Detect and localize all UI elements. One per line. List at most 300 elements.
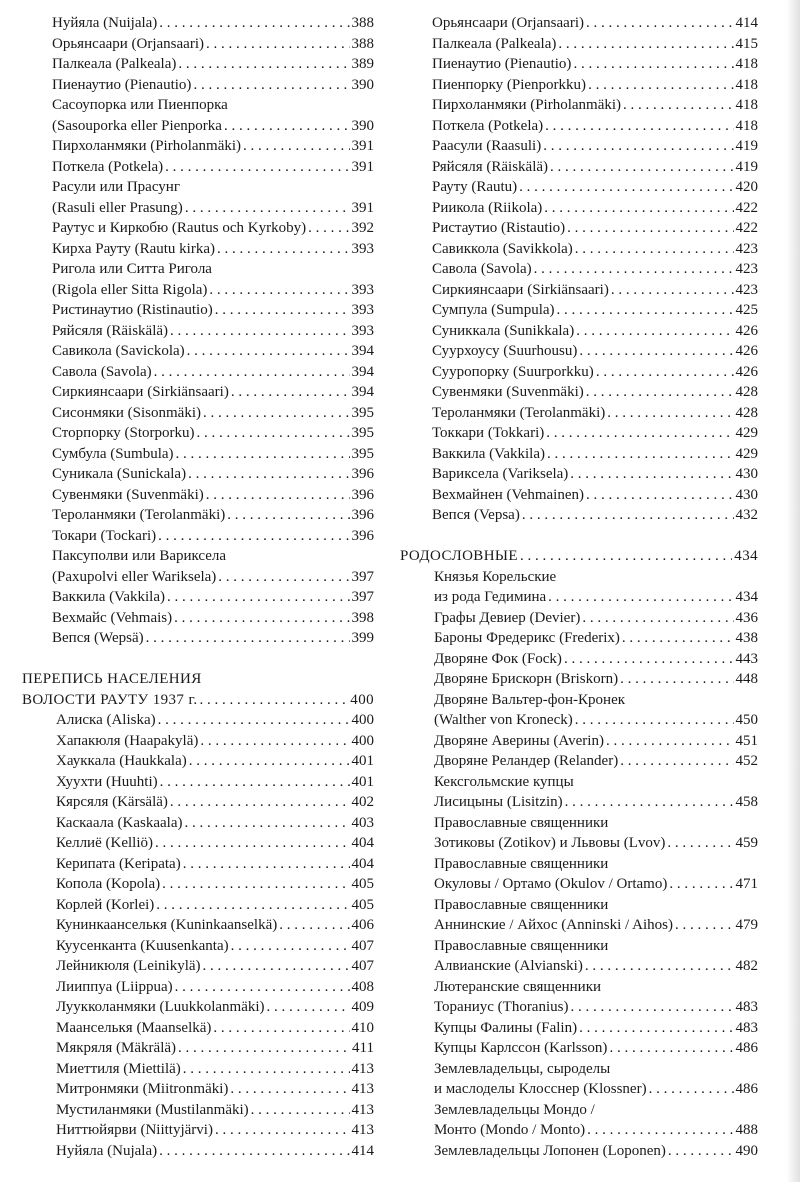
toc-entry: [22, 300, 374, 321]
toc-entry-title: РОДОСЛОВНЫЕ: [400, 548, 518, 564]
toc-entry: [400, 116, 758, 137]
toc-entry: [22, 977, 374, 998]
toc-entry: [400, 690, 758, 711]
toc-dot-leader: [199, 690, 348, 711]
toc-entry-title: Сасоупорка или Пиенпорка: [52, 97, 228, 113]
toc-dot-leader: [224, 116, 350, 137]
toc-page-number: 398: [351, 609, 374, 626]
toc-entry-title: ВОЛОСТИ РАУТУ 1937 г.: [22, 691, 198, 708]
toc-entry: [400, 341, 758, 362]
toc-dot-leader: [519, 177, 733, 198]
toc-entry: [400, 177, 758, 198]
toc-page-number: 396: [351, 527, 374, 544]
toc-entry: [22, 854, 374, 875]
toc-entry-title: Нуйяла (Nuijala): [52, 15, 158, 31]
toc-entry-title: Лииппуа (Liippua): [56, 978, 173, 995]
scan-edge-shadow: [786, 0, 800, 1182]
toc-page-number: 405: [351, 876, 374, 892]
toc-page-number: 401: [351, 773, 374, 790]
toc-entry-title: Токкари (Tokkari): [432, 425, 545, 441]
toc-entry-title: Ригола или Ситта Ригола: [52, 261, 212, 277]
toc-entry: [22, 157, 374, 178]
toc-entry-title: Суникала (Sunickala): [52, 466, 187, 482]
toc-entry: [400, 362, 758, 383]
toc-dot-leader: [206, 485, 350, 506]
toc-entry: [22, 915, 374, 936]
toc-entry: [400, 280, 758, 301]
toc-dot-leader: [573, 54, 733, 75]
toc-entry-title: Лейникюля (Leinikylä): [56, 958, 201, 974]
toc-entry-title: Сумбула (Sumbula): [52, 445, 174, 462]
toc-section-heading: [22, 669, 374, 690]
toc-entry: [22, 444, 374, 465]
toc-entry: [22, 628, 374, 649]
toc-entry-title: и маслоделы Клосснер (Klossner): [434, 1081, 647, 1097]
toc-page-number: 402: [351, 794, 374, 810]
toc-page-number: 390: [351, 117, 374, 134]
toc-dot-leader: [546, 423, 733, 444]
toc-page-number: 418: [735, 117, 758, 134]
toc-spacer: [400, 526, 758, 547]
toc-entry-title: Ваккила (Vakkila): [52, 589, 165, 605]
toc-page-number: 436: [735, 609, 758, 626]
toc-entry-title: Зотиковы (Zotikov) и Львовы (Lvov): [434, 835, 666, 851]
toc-entry-title: Поткела (Potkela): [432, 117, 544, 134]
toc-dot-leader: [548, 587, 733, 608]
toc-dot-leader: [547, 444, 734, 465]
toc-entry: [400, 813, 758, 834]
toc-entry: [22, 218, 374, 239]
toc-entry-title: Хауккала (Haukkala): [56, 753, 187, 769]
toc-entry: [22, 833, 374, 854]
toc-dot-leader: [620, 751, 733, 772]
toc-entry: [400, 956, 758, 977]
toc-entry: [22, 362, 374, 383]
toc-entry-title: Ристаутио (Ristautio): [432, 220, 566, 236]
toc-entry: [22, 341, 374, 362]
toc-page-number: 391: [351, 158, 374, 175]
toc-entry: [22, 710, 374, 731]
toc-page-number: 458: [735, 794, 758, 810]
toc-dot-leader: [575, 710, 734, 731]
toc-page-number: 394: [351, 384, 374, 400]
toc-dot-leader: [587, 1120, 733, 1141]
toc-dot-leader: [158, 526, 349, 547]
toc-dot-leader: [175, 977, 350, 998]
toc-entry-title: (Rigola eller Sitta Rigola): [52, 281, 208, 298]
toc-entry: [400, 977, 758, 998]
toc-page-number: 392: [351, 220, 374, 236]
toc-dot-leader: [308, 218, 349, 239]
toc-section-heading: [22, 690, 374, 711]
toc-entry: [400, 608, 758, 629]
toc-entry: [22, 936, 374, 957]
toc-dot-leader: [227, 505, 349, 526]
toc-entry-title: Савикола (Savickola): [52, 343, 185, 359]
toc-entry-title: Корлей (Korlei): [56, 896, 155, 913]
toc-entry-title: Палкеала (Palkeala): [52, 56, 177, 72]
toc-page-number: 391: [351, 138, 374, 154]
toc-entry: [400, 854, 758, 875]
toc-entry-title: Алвианские (Alvianski): [434, 958, 583, 974]
toc-entry: [400, 587, 758, 608]
toc-entry: [400, 1120, 758, 1141]
toc-entry-title: Куусенканта (Kuusenkanta): [56, 937, 229, 954]
toc-dot-leader: [170, 792, 350, 813]
toc-entry: [22, 464, 374, 485]
toc-entry: [400, 1079, 758, 1100]
toc-entry: [22, 874, 374, 895]
toc-dot-leader: [251, 1100, 350, 1121]
toc-page-number: 426: [735, 363, 758, 380]
toc-entry-title: Каскаала (Kaskaala): [56, 814, 183, 831]
toc-page-number: 393: [351, 322, 374, 339]
toc-entry-title: Сисонмяки (Sisonmäki): [52, 404, 202, 421]
toc-dot-leader: [565, 792, 734, 813]
toc-page-number: 428: [735, 384, 758, 400]
toc-page-number: 483: [735, 1019, 758, 1036]
toc-entry: [22, 54, 374, 75]
toc-dot-leader: [165, 157, 349, 178]
toc-dot-leader: [545, 116, 733, 137]
toc-page-number: 413: [351, 1101, 374, 1118]
toc-entry-title: Ряйсяля (Räiskälä): [432, 158, 549, 175]
toc-entry: [400, 136, 758, 157]
toc-entry-title: Митронмяки (Miitronmäki): [56, 1081, 229, 1097]
toc-page-number: 429: [735, 425, 758, 441]
toc-page-number: 396: [351, 486, 374, 503]
toc-entry-title: Землевладельцы, сыроделы: [434, 1060, 611, 1077]
toc-entry-title: Хапакюля (Haapakylä): [56, 732, 199, 749]
toc-entry-title: Сиркиянсаари (Sirkiänsaari): [432, 281, 609, 298]
toc-dot-leader: [156, 895, 349, 916]
toc-entry-title: Раасули (Raasuli): [432, 138, 542, 154]
toc-entry: [400, 198, 758, 219]
toc-entry-title: Рауту (Rautu): [432, 179, 518, 195]
toc-entry: [400, 669, 758, 690]
toc-entry-title: Ристинаутио (Ristinautio): [52, 302, 213, 318]
toc-page-number: 388: [351, 15, 374, 31]
toc-entry: [22, 731, 374, 752]
toc-page-number: 448: [735, 671, 758, 687]
toc-entry-title: Кексгольмские купцы: [434, 773, 574, 790]
toc-entry-title: Суниккала (Sunikkala): [432, 322, 575, 339]
toc-entry-title: Маанселькя (Maanselkä): [56, 1019, 212, 1036]
toc-page-number: 415: [735, 35, 758, 52]
toc-entry: [22, 239, 374, 260]
toc-entry-title: Сторпорку (Storporku): [52, 425, 195, 441]
toc-entry-title: Тораниус (Thoranius): [434, 999, 569, 1015]
toc-entry: [22, 485, 374, 506]
toc-page-number: 404: [351, 855, 374, 872]
toc-entry-title: Лютеранские священники: [434, 978, 602, 995]
toc-entry-title: Савола (Savola): [432, 261, 532, 277]
toc-entry-title: Православные священники: [434, 855, 609, 872]
toc-entry: [400, 300, 758, 321]
toc-page-number: 407: [351, 958, 374, 974]
toc-dot-leader: [579, 1018, 733, 1039]
toc-page-number: 419: [735, 158, 758, 175]
toc-entry-title: Пирхоланмяки (Pirholanmäki): [52, 138, 242, 154]
toc-entry-title: Орьянсаари (Orjansaari): [52, 35, 204, 52]
toc-page-number: 391: [351, 199, 374, 216]
toc-entry: [22, 997, 374, 1018]
toc-page-number: 397: [351, 589, 374, 605]
toc-page-number: 397: [351, 568, 374, 585]
toc-entry: [400, 423, 758, 444]
toc-entry: [22, 34, 374, 55]
toc-page-number: 400: [350, 691, 374, 708]
toc-entry: [22, 1079, 374, 1100]
toc-entry-title: Тероланмяки (Terolanmäki): [432, 404, 606, 421]
toc-entry-title: Мякряля (Mäkrälä): [56, 1040, 177, 1056]
toc-page-number: 395: [351, 445, 374, 462]
toc-entry-title: Мустиланмяки (Mustilanmäki): [56, 1101, 249, 1118]
toc-page-number: 471: [735, 876, 758, 892]
toc-dot-leader: [649, 1079, 734, 1100]
toc-page-number: 393: [351, 302, 374, 318]
toc-entry-title: Вепся (Vepsa): [432, 507, 520, 523]
toc-dot-leader: [178, 54, 349, 75]
toc-entry-title: Дворяне Вальтер-фон-Кронек: [434, 691, 626, 708]
toc-entry-title: Купцы Карлссон (Karlsson): [434, 1040, 608, 1056]
toc-dot-leader: [158, 710, 350, 731]
toc-entry: [22, 423, 374, 444]
toc-dot-leader: [669, 874, 733, 895]
toc-page-number: 425: [735, 302, 758, 318]
toc-entry: [400, 915, 758, 936]
toc-entry-title: Окуловы / Ортамо (Okulov / Ortamo): [434, 876, 668, 892]
toc-entry-title: Православные священники: [434, 896, 609, 913]
toc-entry-title: Сууропорку (Suurporkku): [432, 363, 594, 380]
toc-page-number: 408: [351, 978, 374, 995]
toc-dot-leader: [582, 608, 733, 629]
toc-entry-title: из рода Гедимина: [434, 589, 547, 605]
toc-page-number: 459: [735, 835, 758, 851]
toc-page-number: 414: [351, 1142, 374, 1159]
toc-entry: [22, 1059, 374, 1080]
toc-entry: [400, 239, 758, 260]
toc-dot-leader: [184, 813, 349, 834]
toc-page-number: 390: [351, 76, 374, 93]
toc-page-number: 486: [735, 1081, 758, 1097]
toc-dot-leader: [668, 1141, 734, 1162]
toc-entry: [22, 116, 374, 137]
toc-page-number: 430: [735, 486, 758, 503]
toc-entry-title: Ниттюйярви (Niittyjärvi): [56, 1122, 213, 1138]
toc-dot-leader: [231, 936, 350, 957]
toc-dot-leader: [667, 833, 733, 854]
toc-dot-leader: [176, 444, 350, 465]
toc-page-number: 404: [351, 835, 374, 851]
toc-entry: [22, 177, 374, 198]
toc-entry-title: Дворяне Брискорн (Briskorn): [434, 671, 619, 687]
toc-page-number: 429: [735, 445, 758, 462]
toc-entry: [22, 895, 374, 916]
toc-entry-title: Кярсяля (Kärsälä): [56, 794, 168, 810]
toc-entry: [22, 1120, 374, 1141]
toc-dot-leader: [213, 1018, 349, 1039]
toc-entry-title: Землевладельцы Мондо /: [434, 1101, 595, 1118]
toc-page-number: 452: [735, 753, 758, 769]
toc-page-number: 414: [735, 15, 758, 31]
toc-entry: [400, 485, 758, 506]
toc-entry-title: Сиркиянсаари (Sirkiänsaari): [52, 384, 229, 400]
toc-dot-leader: [189, 751, 350, 772]
toc-dot-leader: [215, 300, 350, 321]
toc-dot-leader: [178, 1038, 350, 1059]
toc-entry: [400, 1018, 758, 1039]
toc-entry-title: Лисицыны (Lisitzin): [434, 794, 563, 810]
toc-entry-title: Токари (Tockari): [52, 527, 157, 544]
toc-page-number: 432: [735, 507, 758, 523]
toc-page-number: 418: [735, 76, 758, 93]
toc-entry: [400, 218, 758, 239]
toc-dot-leader: [585, 956, 734, 977]
toc-entry: [400, 710, 758, 731]
toc-entry: [22, 321, 374, 342]
toc-page-number: 418: [735, 56, 758, 72]
toc-entry: [400, 259, 758, 280]
toc-entry: [400, 792, 758, 813]
toc-dot-leader: [154, 362, 350, 383]
toc-page-number: 422: [735, 220, 758, 236]
toc-entry: [22, 772, 374, 793]
toc-entry-title: Православные священники: [434, 937, 609, 954]
toc-entry-title: Сувенмяки (Suvenmäki): [52, 486, 204, 503]
toc-page-number: 486: [735, 1040, 758, 1056]
toc-column-right: [400, 13, 758, 1161]
toc-entry: [400, 1038, 758, 1059]
toc-entry: [400, 936, 758, 957]
toc-entry-title: Луукколанмяки (Luukkolanmäki): [56, 999, 265, 1015]
toc-section-heading: [400, 546, 758, 567]
toc-entry-title: Хуухти (Huuhti): [56, 773, 158, 790]
toc-entry: [400, 1141, 758, 1162]
toc-dot-leader: [146, 628, 350, 649]
toc-dot-leader: [557, 300, 734, 321]
toc-page-number: 396: [351, 466, 374, 482]
toc-page-number: 423: [735, 261, 758, 277]
toc-entry: [400, 321, 758, 342]
toc-entry-title: Тероланмяки (Terolanmäki): [52, 507, 226, 523]
toc-dot-leader: [558, 34, 733, 55]
toc-page-number: 400: [351, 732, 374, 749]
toc-entry-title: Пирхоланмяки (Pirholanmäki): [432, 97, 622, 113]
toc-dot-leader: [570, 464, 733, 485]
toc-entry-title: Поткела (Potkela): [52, 158, 164, 175]
toc-page-number: 405: [351, 896, 374, 913]
toc-dot-leader: [606, 731, 734, 752]
toc-entry: [22, 198, 374, 219]
toc-entry-title: Пиенаутио (Pienautio): [52, 76, 192, 93]
toc-page-number: 426: [735, 322, 758, 339]
toc-column-left: [22, 13, 374, 1161]
toc-entry: [22, 136, 374, 157]
toc-page-number: 426: [735, 343, 758, 359]
toc-entry-title: Князья Корельские: [434, 568, 557, 585]
toc-dot-leader: [203, 403, 349, 424]
toc-page-number: 410: [351, 1019, 374, 1036]
toc-entry-title: Бароны Фредерикс (Frederix): [434, 630, 620, 646]
toc-dot-leader: [206, 34, 350, 55]
toc-entry: [400, 649, 758, 670]
toc-entry: [22, 259, 374, 280]
toc-page-number: 428: [735, 404, 758, 421]
toc-dot-leader: [570, 997, 733, 1018]
toc-page-number: 488: [735, 1122, 758, 1138]
toc-dot-leader: [174, 608, 349, 629]
toc-spacer: [22, 649, 374, 670]
toc-entry-title: Православные священники: [434, 814, 609, 831]
toc-page-number: 420: [735, 179, 758, 195]
toc-page-number: 413: [351, 1122, 374, 1138]
toc-entry: [400, 874, 758, 895]
toc-entry: [400, 731, 758, 752]
toc-dot-leader: [160, 772, 350, 793]
toc-entry: [400, 464, 758, 485]
toc-entry-title: Землевладельцы Лопонен (Loponen): [434, 1142, 666, 1159]
toc-page-number: 451: [735, 732, 758, 749]
toc-entry-title: Нуйяла (Nujala): [56, 1142, 158, 1159]
toc-page-number: 407: [351, 937, 374, 954]
toc-entry: [22, 751, 374, 772]
toc-entry: [400, 34, 758, 55]
toc-dot-leader: [623, 95, 733, 116]
toc-entry-title: Дворяне Аверины (Averin): [434, 732, 604, 749]
toc-dot-leader: [544, 198, 733, 219]
toc-entry-title: Суурхоусу (Suurhousu): [432, 343, 578, 359]
toc-dot-leader: [609, 1038, 733, 1059]
toc-entry: [22, 13, 374, 34]
toc-dot-leader: [215, 1120, 350, 1141]
toc-page-number: 423: [735, 281, 758, 298]
toc-entry-title: Миеттиля (Miettilä): [56, 1060, 181, 1077]
toc-entry: [22, 403, 374, 424]
toc-dot-leader: [575, 239, 734, 260]
toc-page-number: 403: [351, 814, 374, 831]
toc-entry: [22, 792, 374, 813]
toc-page-number: 393: [351, 281, 374, 298]
toc-page-number: 423: [735, 240, 758, 257]
toc-page-number: 389: [351, 56, 374, 72]
toc-page-number: 388: [351, 35, 374, 52]
toc-entry-title: Келлиё (Kelliö): [56, 835, 153, 851]
toc-dot-leader: [550, 157, 733, 178]
toc-page-number: 395: [351, 425, 374, 441]
toc-dot-leader: [209, 280, 349, 301]
toc-dot-leader: [588, 75, 733, 96]
toc-entry: [400, 13, 758, 34]
toc-page-number: 406: [351, 917, 374, 933]
toc-entry: [400, 505, 758, 526]
toc-entry-title: Пиенпорку (Pienporkku): [432, 76, 587, 93]
toc-entry: [400, 751, 758, 772]
toc-entry: [400, 772, 758, 793]
toc-entry-title: Сувенмяки (Suvenmäki): [432, 384, 584, 400]
toc-dot-leader: [230, 1079, 349, 1100]
toc-page-number: 434: [734, 548, 758, 564]
toc-dot-leader: [576, 321, 733, 342]
toc-entry: [22, 1100, 374, 1121]
toc-entry-title: Ряйсяля (Räiskälä): [52, 322, 169, 339]
toc-page-number: 401: [351, 753, 374, 769]
toc-entry: [22, 95, 374, 116]
toc-dot-leader: [159, 1141, 349, 1162]
toc-dot-leader: [611, 280, 734, 301]
toc-entry: [22, 567, 374, 588]
toc-entry: [22, 1141, 374, 1162]
